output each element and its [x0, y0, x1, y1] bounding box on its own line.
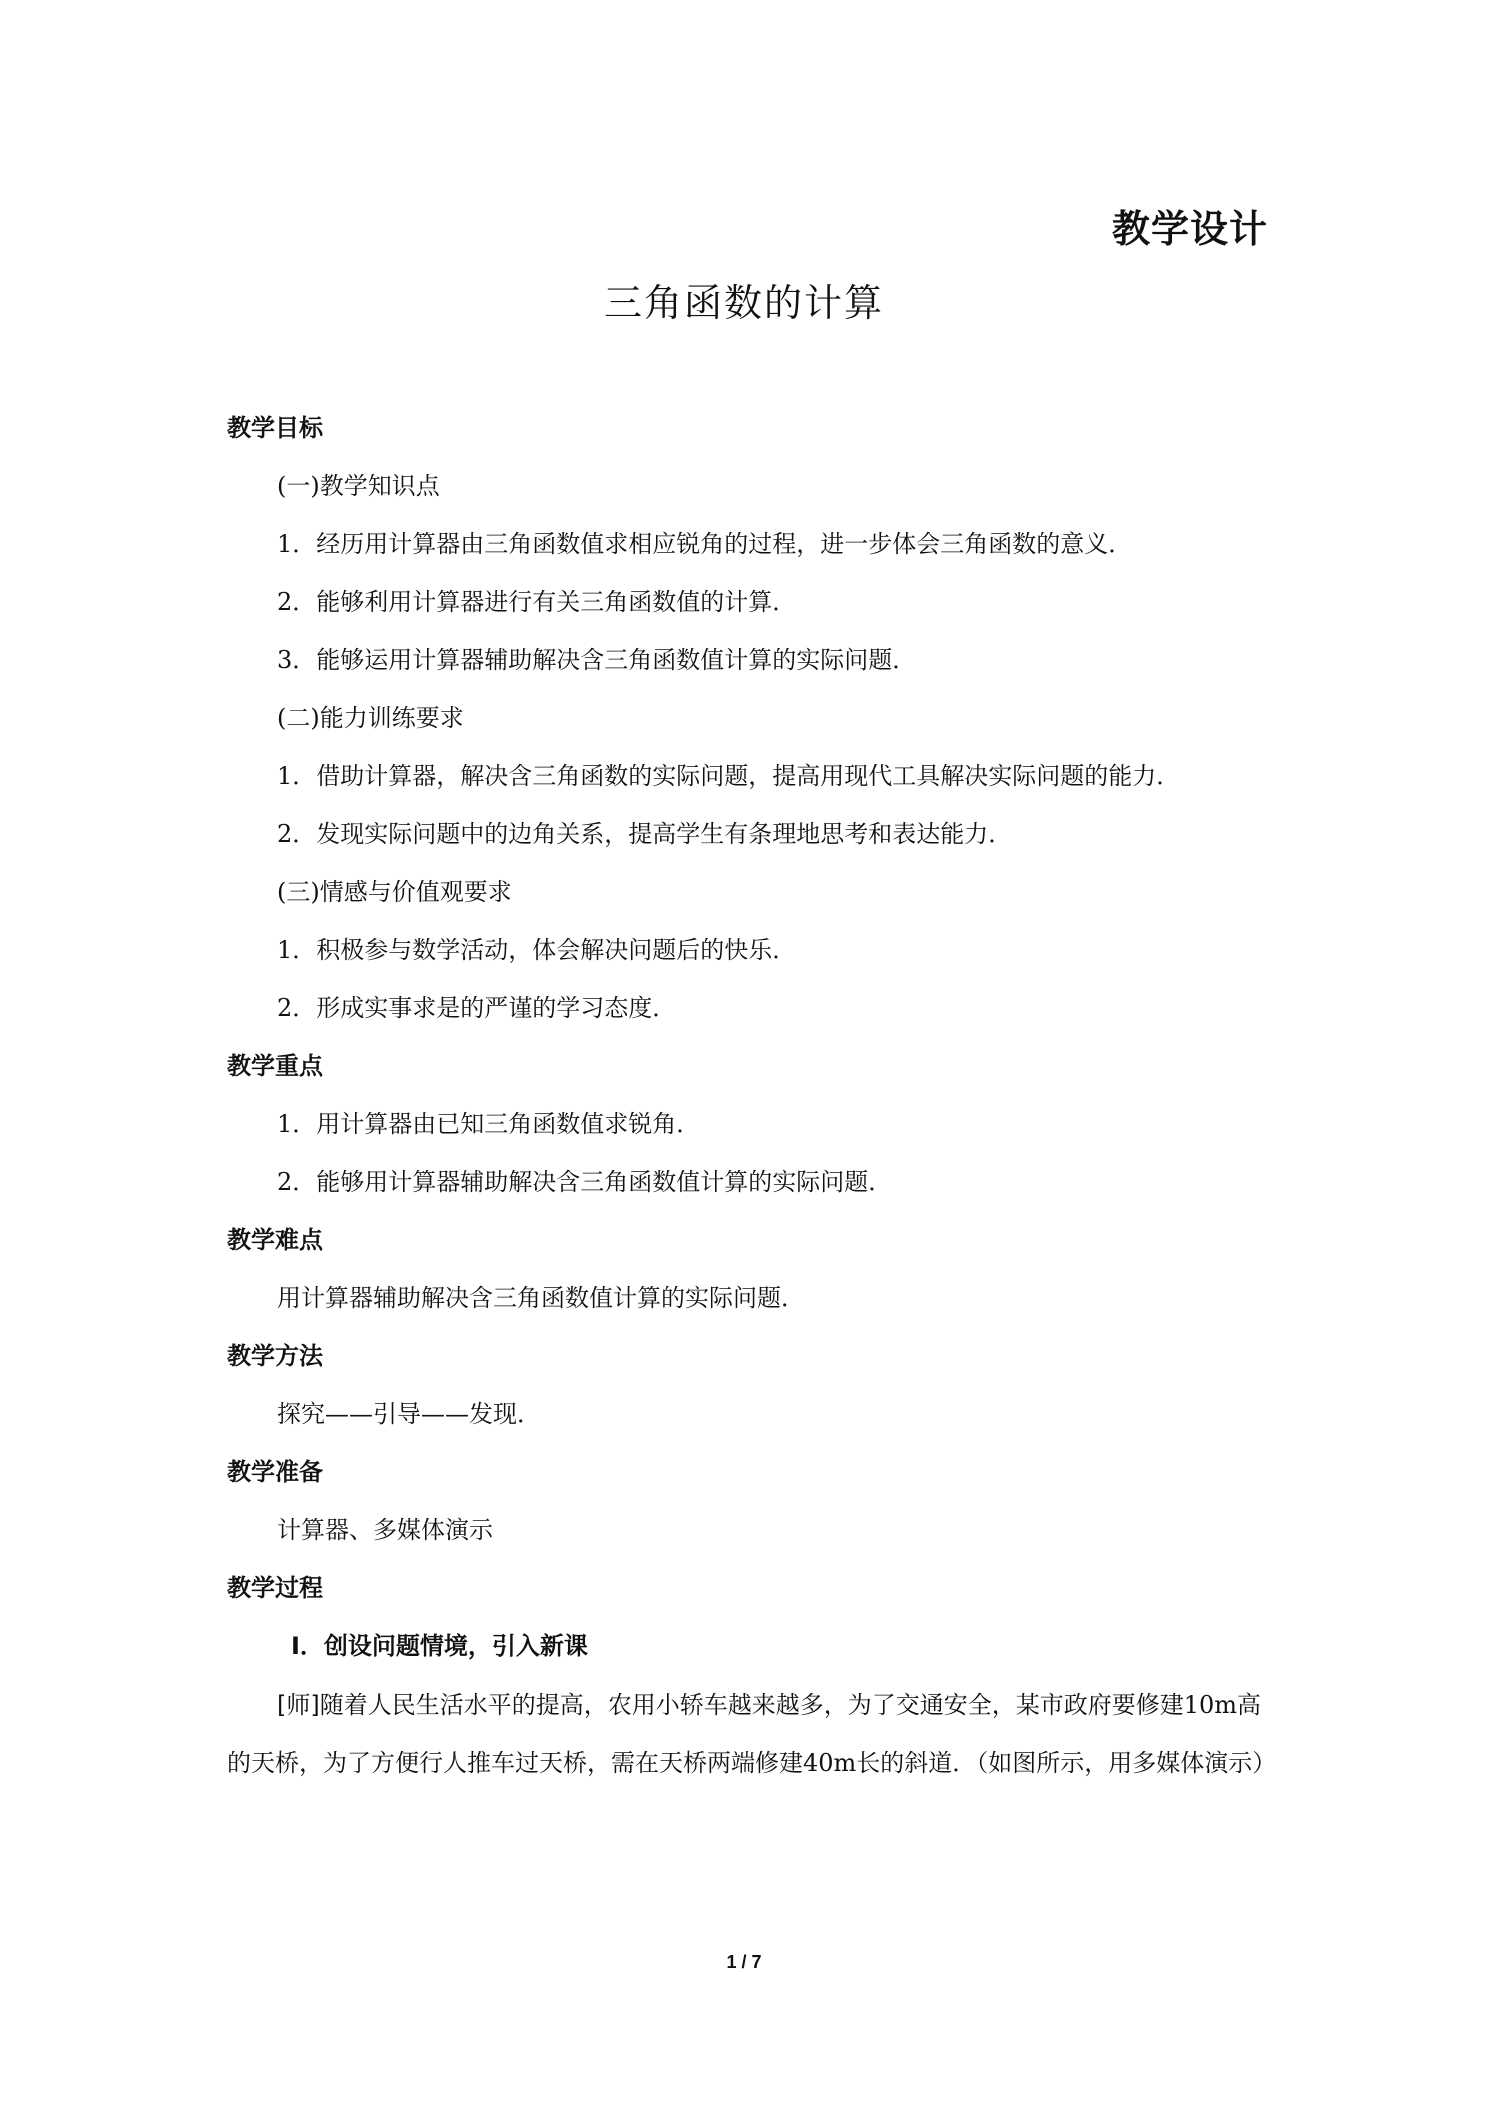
page-number: 1 / 7 — [726, 1952, 762, 1972]
list-item: 2．能够用计算器辅助解决含三角函数值计算的实际问题． — [277, 1168, 893, 1196]
document-title: 三角函数的计算 — [603, 281, 884, 325]
list-item: 1．借助计算器，解决含三角函数的实际问题，提高用现代工具解决实际问题的能力． — [277, 762, 1181, 790]
subsection-label-knowledge: (一)教学知识点 — [277, 472, 440, 500]
list-item: 3．能够运用计算器辅助解决含三角函数值计算的实际问题． — [277, 646, 917, 674]
section-heading-preparation: 教学准备 — [227, 1458, 323, 1486]
section-text-method: 探究——引导——发现． — [277, 1400, 541, 1428]
document-body — [227, 408, 1277, 1792]
section-heading-key-points: 教学重点 — [227, 1052, 323, 1080]
section-heading-method: 教学方法 — [227, 1342, 323, 1370]
subsection-label-ability: (二)能力训练要求 — [277, 704, 464, 732]
list-item: 1．用计算器由已知三角函数值求锐角． — [277, 1110, 701, 1138]
subsection-label-emotion: (三)情感与价值观要求 — [277, 878, 512, 906]
list-item: 1．经历用计算器由三角函数值求相应锐角的过程，进一步体会三角函数的意义． — [277, 530, 1133, 558]
document-type-label: 教学设计 — [1111, 207, 1268, 251]
section-heading-difficulty: 教学难点 — [227, 1226, 323, 1254]
process-step-paragraph — [227, 1676, 1277, 1792]
teacher-tag: [师] — [277, 1691, 320, 1719]
list-item: 2．能够利用计算器进行有关三角函数值的计算． — [277, 588, 797, 616]
list-item: 2．形成实事求是的严谨的学习态度． — [277, 994, 677, 1022]
paragraph-text: 随着人民生活水平的提高，农用小轿车越来越多，为了交通安全，某市政府要修建10m高的天桥，为了方便行人推车过天桥，需在天桥两端修建40m长的斜道．（如图所示，用多媒体演示） — [227, 1691, 1277, 1777]
section-text-preparation: 计算器、多媒体演示 — [277, 1516, 493, 1544]
list-item: 2．发现实际问题中的边角关系，提高学生有条理地思考和表达能力． — [277, 820, 1013, 848]
section-text-difficulty: 用计算器辅助解决含三角函数值计算的实际问题． — [277, 1284, 805, 1312]
list-item: 1．积极参与数学活动，体会解决问题后的快乐． — [277, 936, 797, 964]
process-step-title: Ⅰ．创设问题情境，引入新课 — [291, 1632, 588, 1660]
section-heading-process: 教学过程 — [227, 1574, 323, 1602]
section-heading-goals: 教学目标 — [227, 414, 323, 442]
